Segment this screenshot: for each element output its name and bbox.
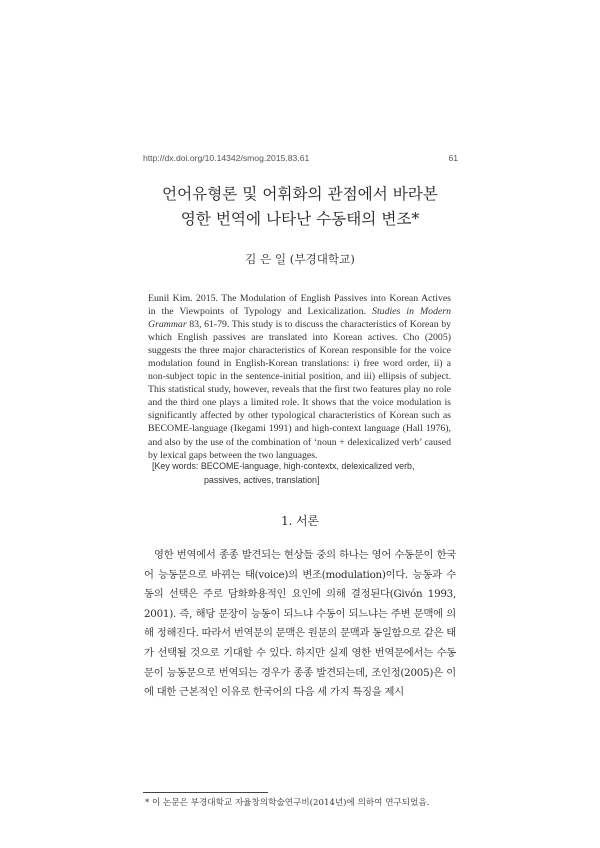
page-number: 61 xyxy=(448,153,458,163)
paper-title xyxy=(100,182,500,232)
abstract xyxy=(148,292,451,462)
section-heading: 1. 서론 xyxy=(281,514,319,528)
title-line-1: 언어유형론 및 어휘화의 관점에서 바라본 xyxy=(162,185,438,203)
author-line: 김 은 일 (부경대학교) xyxy=(245,252,355,266)
keywords-text: [Key words: BECOME-language, high-contextx, delexicalized verb, passives, actives, translation] xyxy=(152,461,415,485)
body-paragraph: 영한 번역에서 종종 발견되는 현상들 중의 하나는 영어 수동문이 한국어 능동문으로 바뀌는 태(voice)의 변조(modulation)이다. 능동과 수동의 선택은 주로 담화화용적인 요인에 의해 결정된다(Givón 1993, 2001). 즉, 해당 문장이 능동이 되느냐 수동이 되느냐는 주변 문맥에 의해 정해진다. 따라서 번역문의 문맥은 원문의 문맥과 동일함으로 같은 태가 선택될 것으로 기대할 수 있다. 하지만 실제 영한 번역문에서는 수동문이 능동문으로 번역되는 경우가 종종 발견되는데, 조인정(2005)은 이에 대한 근본적인 이유로 한국어의 다음 세 가지 특징을 제시 xyxy=(144,549,456,699)
abstract-body: 83, 61-79. This study is to discuss the characteristics of Korean by which English passives are translated into Korean actives. Cho (2005) suggests the three major characteristics of Korean responsible for the voice modulation found in English-Korean translations: i) free word order, ii) a non-subject topic in the sentence-initial position, and iii) ellipsis of subject. This statistical study, however, reveals that the first two features play no role and the third one plays a limited role. It shows that the voice modulation is significantly affected by other typological characteristics of Korean such as BECOME-language (Ikegami 1991) and high-context language (Hall 1976), and also by the use of the combination of ‘noun + delexicalized verb’ caused by lexical gaps between the two languages. xyxy=(148,319,451,461)
body-text xyxy=(144,546,456,703)
title-line-2: 영한 번역에 나타난 수동태의 변조* xyxy=(180,210,420,228)
footnote: * 이 논문은 부경대학교 자율창의학술연구비(2014년)에 의하여 연구되었음. xyxy=(145,798,430,808)
keywords xyxy=(148,459,451,487)
doi-link[interactable]: http://dx.doi.org/10.14342/smog.2015.83.61 xyxy=(143,153,310,163)
footnote-divider xyxy=(143,792,268,793)
journal-name: Studies in Modern Grammar xyxy=(148,306,451,331)
abstract-citation: Eunil Kim. 2015. The Modulation of English Passives into Korean Actives in the Viewpoints of Typology and Lexicalization. xyxy=(148,293,451,318)
